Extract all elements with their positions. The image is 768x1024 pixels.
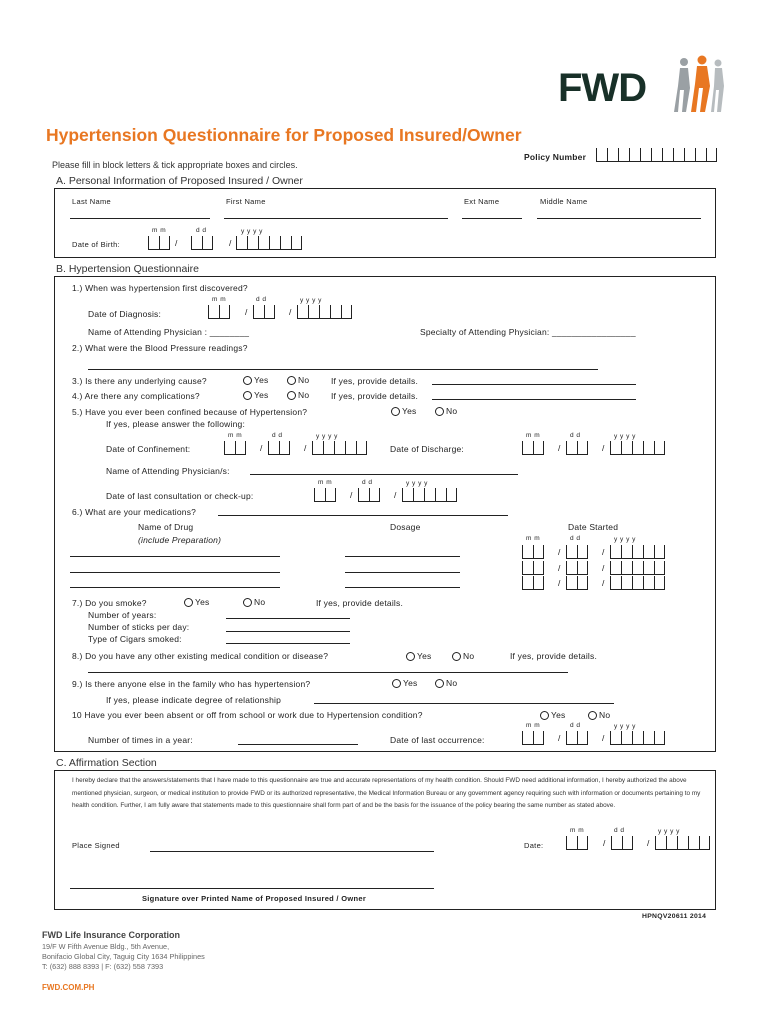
yes-label: Yes bbox=[254, 375, 269, 385]
no-label: No bbox=[446, 406, 458, 416]
col-dosage-header: Dosage bbox=[390, 522, 421, 532]
relationship-field[interactable] bbox=[314, 703, 614, 704]
q8-details-label: If yes, provide details. bbox=[510, 651, 598, 661]
q10-yes-option[interactable] bbox=[540, 710, 565, 720]
runners-icon bbox=[670, 54, 730, 114]
med-mm-hint: m m bbox=[526, 535, 541, 542]
occurrence-year-input[interactable] bbox=[610, 731, 665, 745]
footer-phone: T: (632) 888 8393 | F: (632) 558 7393 bbox=[42, 962, 164, 971]
discharge-month-input[interactable] bbox=[522, 441, 544, 455]
q5-text: 5.) Have you ever been confined because of Hypertension? bbox=[72, 407, 308, 417]
date-separator: / bbox=[602, 578, 605, 588]
q10-no-radio[interactable] bbox=[588, 711, 597, 720]
q3-details-label: If yes, provide details. bbox=[331, 376, 419, 386]
yes-label: Yes bbox=[551, 710, 566, 720]
q8-yes-option[interactable] bbox=[406, 651, 431, 661]
dosage-field-1[interactable] bbox=[345, 556, 460, 557]
med1-day-input[interactable] bbox=[566, 545, 588, 559]
q1-text: 1.) When was hypertension first discovered? bbox=[72, 283, 248, 293]
drug-field-2[interactable] bbox=[70, 572, 280, 573]
diag-yyyy-hint: y y y y bbox=[300, 297, 322, 304]
date-separator: / bbox=[603, 838, 606, 848]
yes-label: Yes bbox=[403, 678, 418, 688]
date-of-confinement-label: Date of Confinement: bbox=[106, 444, 191, 454]
q4-no-option[interactable] bbox=[287, 390, 309, 400]
date-separator: / bbox=[558, 733, 561, 743]
conf-dd-hint: d d bbox=[272, 432, 283, 439]
middle-name-field[interactable] bbox=[537, 218, 701, 219]
med-yyyy-hint: y y y y bbox=[614, 536, 636, 543]
dosage-field-3[interactable] bbox=[345, 587, 460, 588]
q4-details-field[interactable] bbox=[432, 399, 636, 400]
med2-day-input[interactable] bbox=[566, 561, 588, 575]
date-separator: / bbox=[350, 490, 353, 500]
date-separator: / bbox=[175, 238, 178, 248]
specialty-label[interactable]: Specialty of Attending Physician: _________________ bbox=[420, 327, 636, 337]
middle-name-label: Middle Name bbox=[540, 197, 588, 206]
diagnosis-day-input[interactable] bbox=[253, 305, 275, 319]
date-separator: / bbox=[602, 443, 605, 453]
policy-number-input[interactable] bbox=[596, 148, 717, 162]
date-separator: / bbox=[558, 547, 561, 557]
q3-yes-radio[interactable] bbox=[243, 376, 252, 385]
footer-address2: Bonifacio Global City, Taguig City 1634 Philippines bbox=[42, 952, 205, 961]
place-signed-label: Place Signed bbox=[72, 841, 120, 850]
q10-text: 10 Have you ever been absent or off from school or work due to Hypertension condition? bbox=[72, 710, 423, 720]
consult-yyyy-hint: y y y y bbox=[406, 480, 428, 487]
times-in-year-field[interactable] bbox=[238, 744, 358, 745]
no-label: No bbox=[599, 710, 611, 720]
years-label: Number of years: bbox=[88, 610, 157, 620]
attending-physicians-field[interactable] bbox=[250, 474, 518, 475]
q7-yes-option[interactable] bbox=[184, 597, 209, 607]
discharge-year-input[interactable] bbox=[610, 441, 665, 455]
affirmation-paragraph: I hereby declare that the answers/statements that I have made to this questionnaire are true and accurate representations of my health condition. Should FWD need additional information, I hereby authorized the above mentioned physician, surgeon, or medical institution to provide FWD or its authorized representative, the Medical Information Bureau or any government agency requiring such with information or documents pertaining to my health condition. Further, I am fully aware that statements made to this questionnaire shall form part of and be the basis for the issuance of the policy bearing the same number as stated above. bbox=[72, 777, 701, 810]
date-separator: / bbox=[289, 307, 292, 317]
med3-day-input[interactable] bbox=[566, 576, 588, 590]
date-separator: / bbox=[304, 443, 307, 453]
diagnosis-month-input[interactable] bbox=[208, 305, 230, 319]
no-label: No bbox=[254, 597, 266, 607]
col-drug-header: Name of Drug bbox=[138, 522, 194, 532]
dob-mm-hint: m m bbox=[152, 227, 167, 234]
q5-followup-text: If yes, please answer the following: bbox=[106, 419, 246, 429]
disc-dd-hint: d d bbox=[570, 432, 581, 439]
q5-no-option[interactable] bbox=[435, 406, 457, 416]
section-c-heading: C. Affirmation Section bbox=[56, 757, 157, 769]
form-code: HPNQV20611 2014 bbox=[642, 913, 707, 920]
col-date-started-header: Date Started bbox=[568, 522, 619, 532]
signature-label: Signature over Printed Name of Proposed Insured / Owner bbox=[142, 894, 367, 903]
occurrence-month-input[interactable] bbox=[522, 731, 544, 745]
sign-yyyy-hint: y y y y bbox=[658, 828, 680, 835]
fwd-logo bbox=[558, 66, 728, 122]
discharge-day-input[interactable] bbox=[566, 441, 588, 455]
q3-no-option[interactable] bbox=[287, 375, 309, 385]
q7-no-radio[interactable] bbox=[243, 598, 252, 607]
dob-label: Date of Birth: bbox=[72, 240, 120, 249]
sign-year-input[interactable] bbox=[655, 836, 710, 850]
disc-yyyy-hint: y y y y bbox=[614, 433, 636, 440]
ext-name-field[interactable] bbox=[462, 218, 522, 219]
dob-year-input[interactable] bbox=[236, 236, 302, 250]
drug-field-3[interactable] bbox=[70, 587, 280, 588]
date-separator: / bbox=[245, 307, 248, 317]
date-separator: / bbox=[602, 563, 605, 573]
date-separator: / bbox=[602, 733, 605, 743]
times-in-year-label: Number of times in a year: bbox=[88, 735, 193, 745]
dob-day-input[interactable] bbox=[191, 236, 213, 250]
q8-text: 8.) Do you have any other existing medical condition or disease? bbox=[72, 651, 329, 661]
sticks-field[interactable] bbox=[226, 631, 350, 632]
q3-no-radio[interactable] bbox=[287, 376, 296, 385]
consult-day-input[interactable] bbox=[358, 488, 380, 502]
q4-no-radio[interactable] bbox=[287, 391, 296, 400]
date-separator: / bbox=[558, 563, 561, 573]
policy-number-label: Policy Number bbox=[524, 152, 587, 162]
conf-mm-hint: m m bbox=[228, 432, 243, 439]
q9-yes-option[interactable] bbox=[392, 678, 417, 688]
q6-text: 6.) What are your medications? bbox=[72, 507, 197, 517]
conf-yyyy-hint: y y y y bbox=[316, 433, 338, 440]
cigars-label: Type of Cigars smoked: bbox=[88, 634, 182, 644]
diagnosis-year-input[interactable] bbox=[297, 305, 352, 319]
q5-yes-option[interactable] bbox=[391, 406, 416, 416]
q10-yes-radio[interactable] bbox=[540, 711, 549, 720]
no-label: No bbox=[298, 375, 310, 385]
col-drug-note: (include Preparation) bbox=[138, 535, 222, 545]
q4-text: 4.) Are there any complications? bbox=[72, 391, 200, 401]
last-consultation-label: Date of last consultation or check-up: bbox=[106, 491, 254, 501]
confinement-year-input[interactable] bbox=[312, 441, 367, 455]
occ-mm-hint: m m bbox=[526, 722, 541, 729]
sign-dd-hint: d d bbox=[614, 827, 625, 834]
date-separator: / bbox=[558, 578, 561, 588]
drug-field-1[interactable] bbox=[70, 556, 280, 557]
occurrence-day-input[interactable] bbox=[566, 731, 588, 745]
sign-month-input[interactable] bbox=[566, 836, 588, 850]
fwd-logo-text: FWD bbox=[558, 66, 647, 110]
no-label: No bbox=[446, 678, 458, 688]
occ-dd-hint: d d bbox=[570, 722, 581, 729]
q9-followup-text: If yes, please indicate degree of relationship bbox=[106, 695, 282, 705]
disc-mm-hint: m m bbox=[526, 432, 541, 439]
q7-no-option[interactable] bbox=[243, 597, 265, 607]
dob-month-input[interactable] bbox=[148, 236, 170, 250]
date-separator: / bbox=[394, 490, 397, 500]
yes-label: Yes bbox=[254, 390, 269, 400]
med2-month-input[interactable] bbox=[522, 561, 544, 575]
attending-physicians-label: Name of Attending Physician/s: bbox=[106, 466, 230, 476]
q8-no-option[interactable] bbox=[452, 651, 474, 661]
diag-dd-hint: d d bbox=[256, 296, 267, 303]
ext-name-label: Ext Name bbox=[464, 197, 500, 206]
yes-label: Yes bbox=[417, 651, 432, 661]
first-name-field[interactable] bbox=[224, 218, 448, 219]
q5-yes-radio[interactable] bbox=[391, 407, 400, 416]
years-field[interactable] bbox=[226, 618, 350, 619]
medications-field[interactable] bbox=[218, 515, 508, 516]
confinement-month-input[interactable] bbox=[224, 441, 246, 455]
yes-label: Yes bbox=[195, 597, 210, 607]
q3-details-field[interactable] bbox=[432, 384, 636, 385]
q7-text: 7.) Do you smoke? bbox=[72, 598, 147, 608]
sign-day-input[interactable] bbox=[611, 836, 633, 850]
consult-month-input[interactable] bbox=[314, 488, 336, 502]
consult-mm-hint: m m bbox=[318, 479, 333, 486]
section-b-heading: B. Hypertension Questionnaire bbox=[56, 263, 199, 275]
occ-yyyy-hint: y y y y bbox=[614, 723, 636, 730]
q2-text: 2.) What were the Blood Pressure readings? bbox=[72, 343, 248, 353]
dosage-field-2[interactable] bbox=[345, 572, 460, 573]
q9-no-radio[interactable] bbox=[435, 679, 444, 688]
page-title: Hypertension Questionnaire for Proposed Insured/Owner bbox=[46, 125, 522, 145]
med1-month-input[interactable] bbox=[522, 545, 544, 559]
no-label: No bbox=[463, 651, 475, 661]
sticks-label: Number of sticks per day: bbox=[88, 622, 190, 632]
no-label: No bbox=[298, 390, 310, 400]
date-separator: / bbox=[558, 443, 561, 453]
q4-yes-radio[interactable] bbox=[243, 391, 252, 400]
med1-year-input[interactable] bbox=[610, 545, 665, 559]
first-name-label: First Name bbox=[226, 197, 266, 206]
q4-details-label: If yes, provide details. bbox=[331, 391, 419, 401]
date-of-diagnosis-label: Date of Diagnosis: bbox=[88, 309, 162, 319]
date-separator: / bbox=[647, 838, 650, 848]
date-separator: / bbox=[602, 547, 605, 557]
instructions: Please fill in block letters & tick appropriate boxes and circles. bbox=[52, 160, 298, 170]
last-name-field[interactable] bbox=[70, 218, 210, 219]
place-signed-field[interactable] bbox=[150, 851, 434, 852]
date-separator: / bbox=[260, 443, 263, 453]
q10-no-option[interactable] bbox=[588, 710, 610, 720]
signature-field[interactable] bbox=[70, 888, 434, 889]
q4-yes-option[interactable] bbox=[243, 390, 268, 400]
q9-text: 9.) Is there anyone else in the family who has hypertension? bbox=[72, 679, 311, 689]
q3-text: 3.) Is there any underlying cause? bbox=[72, 376, 207, 386]
dob-dd-hint: d d bbox=[196, 227, 207, 234]
q9-yes-radio[interactable] bbox=[392, 679, 401, 688]
section-a-heading: A. Personal Information of Proposed Insured / Owner bbox=[56, 175, 303, 187]
q5-no-radio[interactable] bbox=[435, 407, 444, 416]
q3-yes-option[interactable] bbox=[243, 375, 268, 385]
bp-readings-field[interactable] bbox=[88, 369, 598, 370]
diag-mm-hint: m m bbox=[212, 296, 227, 303]
med3-year-input[interactable] bbox=[610, 576, 665, 590]
yes-label: Yes bbox=[402, 406, 417, 416]
q7-details-label: If yes, provide details. bbox=[316, 598, 404, 608]
confinement-day-input[interactable] bbox=[268, 441, 290, 455]
dob-yyyy-hint: y y y y bbox=[241, 228, 263, 235]
q9-no-option[interactable] bbox=[435, 678, 457, 688]
q8-yes-radio[interactable] bbox=[406, 652, 415, 661]
med2-year-input[interactable] bbox=[610, 561, 665, 575]
footer-company: FWD Life Insurance Corporation bbox=[42, 930, 181, 940]
sign-date-label: Date: bbox=[524, 841, 544, 850]
cigars-field[interactable] bbox=[226, 643, 350, 644]
consult-year-input[interactable] bbox=[402, 488, 457, 502]
sign-mm-hint: m m bbox=[570, 827, 585, 834]
consult-dd-hint: d d bbox=[362, 479, 373, 486]
med3-month-input[interactable] bbox=[522, 576, 544, 590]
q7-yes-radio[interactable] bbox=[184, 598, 193, 607]
footer-website[interactable]: FWD.COM.PH bbox=[42, 983, 95, 992]
last-occurrence-label: Date of last occurrence: bbox=[390, 735, 485, 745]
q8-no-radio[interactable] bbox=[452, 652, 461, 661]
date-of-discharge-label: Date of Discharge: bbox=[390, 444, 464, 454]
q8-details-field[interactable] bbox=[88, 672, 568, 673]
last-name-label: Last Name bbox=[72, 197, 111, 206]
med-dd-hint: d d bbox=[570, 535, 581, 542]
attending-physician-label[interactable]: Name of Attending Physician : ________ bbox=[88, 327, 250, 337]
footer-address1: 19/F W Fifth Avenue Bldg., 5th Avenue, bbox=[42, 942, 170, 951]
date-separator: / bbox=[229, 238, 232, 248]
